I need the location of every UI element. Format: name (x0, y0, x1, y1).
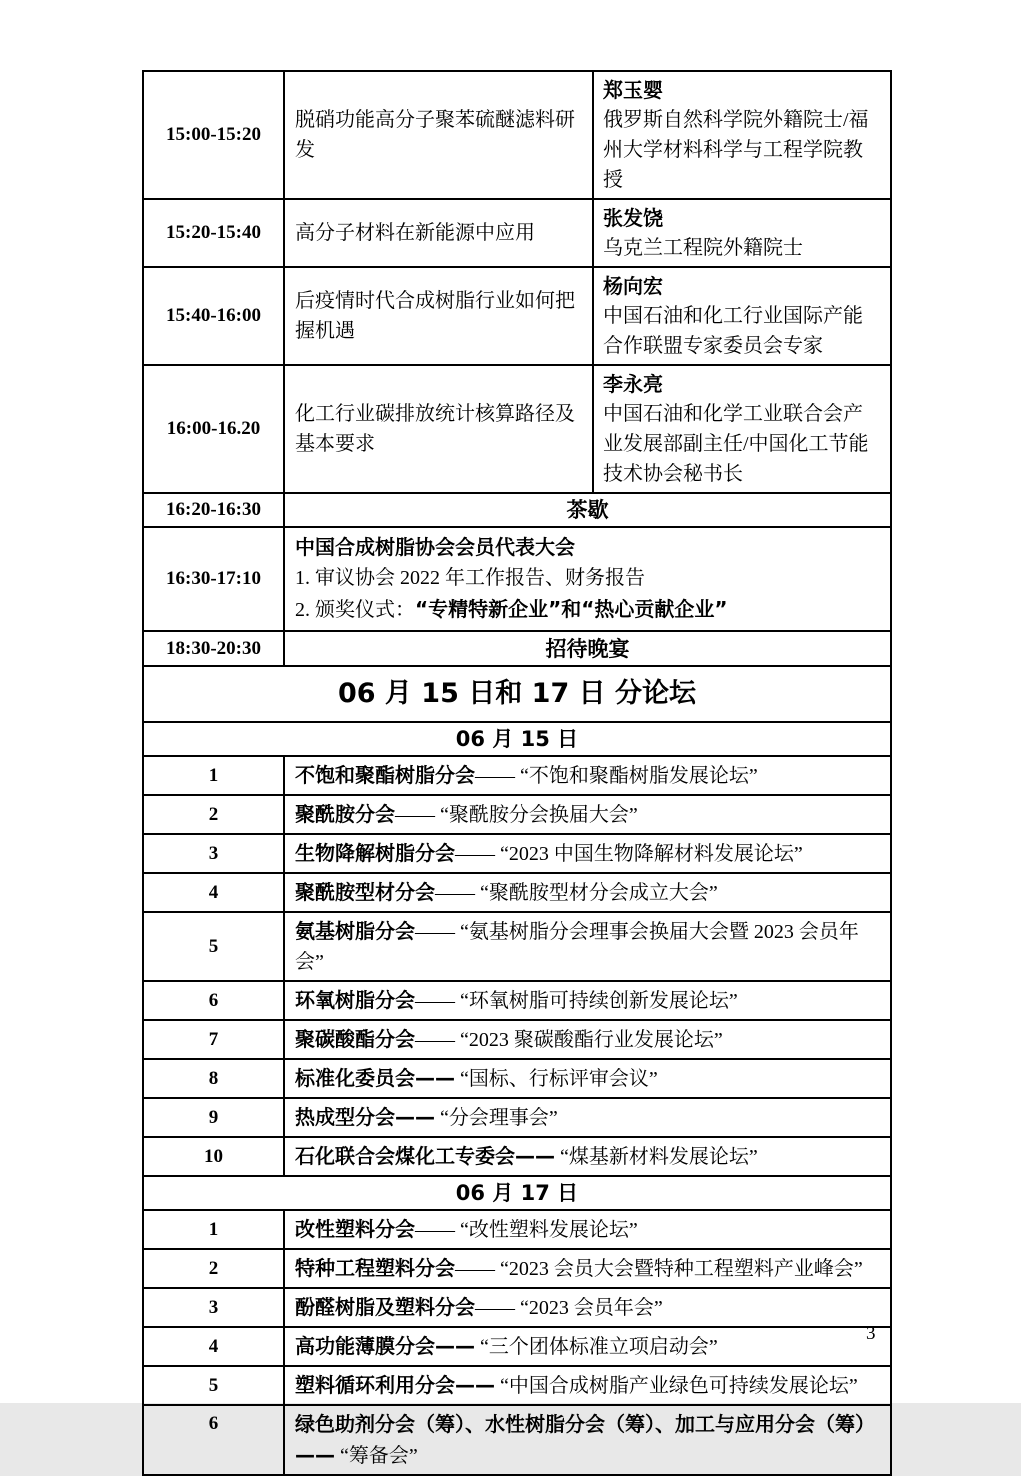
assembly-item-1: 1. 审议协会 2022 年工作报告、财务报告 (295, 567, 645, 589)
forum-cell (284, 912, 891, 981)
banquet-row (143, 631, 891, 666)
forum-cell (284, 795, 891, 834)
forum-number: 3 (143, 834, 284, 873)
time-cell: 15:40-16:00 (143, 267, 284, 365)
session-row (143, 71, 891, 199)
forum-title: —— “2023 聚碳酸酯行业发展论坛” (415, 1029, 723, 1051)
speaker-name: 张发饶 (603, 206, 663, 230)
forum-name: 石化联合会煤化工专委会—— (295, 1144, 555, 1168)
forum-cell (284, 1249, 891, 1288)
topic-cell: 化工行业碳排放统计核算路径及基本要求 (284, 365, 593, 493)
assembly-item-2 (295, 594, 882, 626)
topic-cell: 高分子材料在新能源中应用 (284, 199, 593, 267)
forum-title: “国标、行标评审会议” (455, 1068, 658, 1090)
forum-row (143, 873, 891, 912)
forum-cell (284, 1405, 891, 1475)
forum-number: 4 (143, 1327, 284, 1366)
forum-cell (284, 1327, 891, 1366)
member-assembly-row (143, 527, 891, 631)
forum-name: 生物降解树脂分会 (295, 841, 455, 865)
session-row (143, 267, 891, 365)
assembly-item-2-award-names: “专精特新企业”和“热心贡献企业” (415, 597, 728, 621)
time-cell: 16:00-16.20 (143, 365, 284, 493)
topic-cell: 后疫情时代合成树脂行业如何把握机遇 (284, 267, 593, 365)
speaker-cell (593, 365, 891, 493)
forum-row (143, 1210, 891, 1249)
day2-header-row (143, 1176, 891, 1210)
forum-cell (284, 1288, 891, 1327)
forum-name: 高功能薄膜分会—— (295, 1334, 475, 1358)
forum-title: —— “2023 会员年会” (475, 1297, 663, 1319)
forum-row (143, 795, 891, 834)
session-row (143, 365, 891, 493)
forum-name: 聚酰胺型材分会 (295, 880, 435, 904)
tea-break-label: 茶歇 (284, 493, 891, 527)
banquet-label: 招待晚宴 (284, 631, 891, 666)
forum-row (143, 1098, 891, 1137)
forum-row (143, 912, 891, 981)
forum-number: 2 (143, 795, 284, 834)
forum-cell (284, 834, 891, 873)
forum-number: 4 (143, 873, 284, 912)
day1-header: 06 月 15 日 (143, 722, 891, 756)
forum-name: 聚碳酸酯分会 (295, 1027, 415, 1051)
forum-cell (284, 756, 891, 795)
forum-title: —— “2023 中国生物降解材料发展论坛” (455, 843, 803, 865)
assembly-cell (284, 527, 891, 631)
speaker-title: 乌克兰工程院外籍院士 (603, 237, 803, 259)
forum-section-header-row (143, 666, 891, 722)
speaker-title: 俄罗斯自然科学院外籍院士/福州大学材料科学与工程学院教授 (603, 109, 869, 191)
forum-name: 环氧树脂分会 (295, 988, 415, 1012)
forum-row (143, 1137, 891, 1176)
forum-number: 2 (143, 1249, 284, 1288)
forum-cell (284, 1137, 891, 1176)
forum-title: —— “聚酰胺分会换届大会” (395, 804, 638, 826)
forum-number: 3 (143, 1288, 284, 1327)
forum-name: 热成型分会—— (295, 1105, 435, 1129)
forum-title: —— “改性塑料发展论坛” (415, 1219, 638, 1241)
time-cell: 15:00-15:20 (143, 71, 284, 199)
forum-row (143, 1405, 891, 1475)
forum-row (143, 1327, 891, 1366)
assembly-title: 中国合成树脂协会会员代表大会 (295, 535, 575, 559)
forum-row (143, 834, 891, 873)
forum-name: 塑料循环利用分会—— (295, 1373, 495, 1397)
session-row (143, 199, 891, 267)
time-cell: 18:30-20:30 (143, 631, 284, 666)
forum-title: —— “环氧树脂可持续创新发展论坛” (415, 990, 738, 1012)
forum-number: 10 (143, 1137, 284, 1176)
page-number: 3 (866, 1323, 876, 1344)
day1-header-row (143, 722, 891, 756)
topic-cell: 脱硝功能高分子聚苯硫醚滤料研发 (284, 71, 593, 199)
speaker-title: 中国石油和化学工业联合会产业发展部副主任/中国化工节能技术协会秘书长 (603, 403, 869, 485)
forum-cell (284, 873, 891, 912)
forum-number: 5 (143, 1366, 284, 1405)
forum-number: 6 (143, 981, 284, 1020)
forum-title: “中国合成树脂产业绿色可持续发展论坛” (495, 1375, 858, 1397)
speaker-title: 中国石油和化工行业国际产能合作联盟专家委员会专家 (603, 305, 863, 357)
time-cell: 16:30-17:10 (143, 527, 284, 631)
forum-title: “煤基新材料发展论坛” (555, 1146, 758, 1168)
forum-title: “筹备会” (335, 1445, 418, 1467)
forum-name: 聚酰胺分会 (295, 802, 395, 826)
forum-cell (284, 1059, 891, 1098)
forum-number: 6 (143, 1405, 284, 1475)
forum-number: 8 (143, 1059, 284, 1098)
forum-section-title: 06 月 15 日和 17 日 分论坛 (143, 666, 891, 722)
forum-cell (284, 1210, 891, 1249)
forum-title: —— “不饱和聚酯树脂发展论坛” (475, 765, 758, 787)
forum-cell (284, 1098, 891, 1137)
forum-title: “分会理事会” (435, 1107, 558, 1129)
forum-title: —— “氨基树脂分会理事会换届大会暨 2023 会员年会” (295, 921, 859, 973)
forum-row (143, 1366, 891, 1405)
forum-row (143, 1020, 891, 1059)
speaker-cell (593, 199, 891, 267)
forum-cell (284, 981, 891, 1020)
forum-title: —— “2023 会员大会暨特种工程塑料产业峰会” (455, 1258, 863, 1280)
time-cell: 16:20-16:30 (143, 493, 284, 527)
forum-cell (284, 1366, 891, 1405)
forum-number: 1 (143, 1210, 284, 1249)
forum-name: 酚醛树脂及塑料分会 (295, 1295, 475, 1319)
forum-number: 5 (143, 912, 284, 981)
forum-name: 氨基树脂分会 (295, 919, 415, 943)
forum-row (143, 756, 891, 795)
speaker-name: 李永亮 (603, 372, 663, 396)
time-cell: 15:20-15:40 (143, 199, 284, 267)
forum-title: “三个团体标准立项启动会” (475, 1336, 718, 1358)
forum-row (143, 1059, 891, 1098)
forum-row (143, 1249, 891, 1288)
day2-header: 06 月 17 日 (143, 1176, 891, 1210)
forum-row (143, 981, 891, 1020)
forum-number: 9 (143, 1098, 284, 1137)
forum-name: 不饱和聚酯树脂分会 (295, 763, 475, 787)
speaker-cell (593, 267, 891, 365)
forum-name: 标准化委员会—— (295, 1066, 455, 1090)
forum-name: 改性塑料分会 (295, 1217, 415, 1241)
forum-number: 7 (143, 1020, 284, 1059)
speaker-cell (593, 71, 891, 199)
tea-break-row (143, 493, 891, 527)
speaker-name: 郑玉婴 (603, 78, 663, 102)
forum-cell (284, 1020, 891, 1059)
forum-row (143, 1288, 891, 1327)
forum-name: 特种工程塑料分会 (295, 1256, 455, 1280)
forum-name: 绿色助剂分会（筹）、水性树脂分会（筹）、加工与应用分会（筹）—— (295, 1412, 875, 1467)
conference-agenda-table (142, 70, 892, 1476)
speaker-name: 杨向宏 (603, 274, 663, 298)
forum-number: 1 (143, 756, 284, 795)
assembly-item-2-prefix: 2. 颁奖仪式： (295, 599, 415, 621)
forum-title: —— “聚酰胺型材分会成立大会” (435, 882, 718, 904)
